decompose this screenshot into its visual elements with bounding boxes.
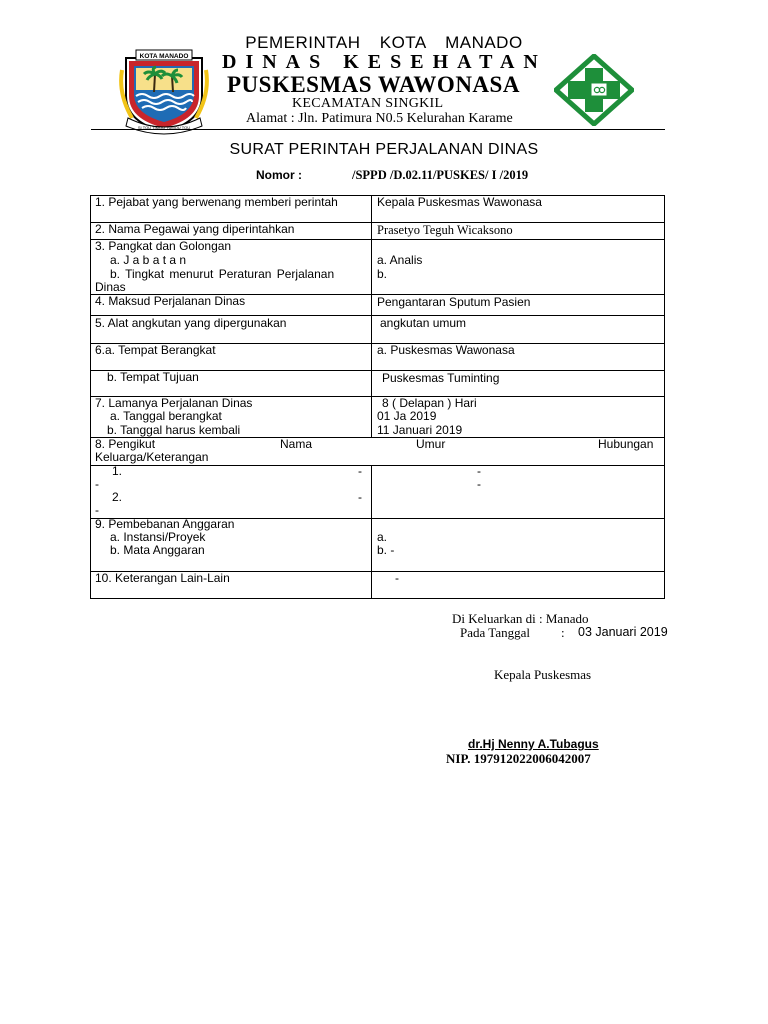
table-border-bottom [90, 598, 665, 599]
column-divider [371, 465, 372, 599]
row7b-label: b. Tanggal harus kembali [107, 423, 241, 437]
government-word-3: MANADO [445, 33, 523, 52]
follower-2-dash: - [358, 490, 362, 504]
puskesmas-logo [554, 54, 634, 126]
row4-value: Pengantaran Sputum Pasien [377, 295, 531, 309]
row5-label: 5. Alat angkutan yang dipergunakan [95, 316, 287, 330]
department-heading: DINAS KESEHATAN [222, 51, 547, 73]
row2-value: Prasetyo Teguh Wicaksono [377, 223, 513, 237]
row1-label: 1. Pejabat yang berwenang memberi perintah [95, 195, 338, 209]
document-title: SURAT PERINTAH PERJALANAN DINAS [229, 141, 539, 158]
row2-label: 2. Nama Pegawai yang diperintahkan [95, 222, 295, 236]
row1-value: Kepala Puskesmas Wawonasa [377, 195, 542, 209]
row3a-value: a. Analis [377, 253, 423, 267]
issue-date-separator: : [561, 625, 565, 640]
follower-2-number: 2. [112, 490, 123, 504]
row3-label: 3. Pangkat dan Golongan [95, 239, 232, 253]
follower-1-dash: - [358, 464, 362, 478]
follower-1-age: - [477, 464, 481, 478]
follower-2-dash-cont: - [95, 503, 99, 517]
row8-label: 8. Pengikut [95, 437, 156, 451]
row3b-value: b. [377, 267, 388, 281]
address-line: Alamat : Jln. Patimura N0.5 Kelurahan Karame [246, 111, 513, 126]
row7-label: 7. Lamanya Perjalanan Dinas [95, 396, 253, 410]
signer-name: dr.Hj Nenny A.Tubagus [468, 737, 599, 751]
row7a-value: 01 Ja 2019 [377, 409, 437, 423]
institution-heading: PUSKESMAS WAWONASA [227, 72, 520, 97]
issue-date-label: Pada Tanggal [460, 625, 530, 640]
district-heading: KECAMATAN SINGKIL [292, 96, 444, 111]
row10-label: 10. Keterangan Lain-Lain [95, 571, 230, 585]
logo-banner-text: KOTA MANADO [139, 53, 189, 60]
row8-nama-header: Nama [280, 437, 313, 451]
nomor-label: Nomor : [256, 168, 302, 182]
row4-label: 4. Maksud Perjalanan Dinas [95, 294, 246, 308]
nomor-value: /SPPD /D.02.11/PUSKES/ I /2019 [352, 168, 529, 182]
row8-label-cont: Keluarga/Keterangan [95, 450, 209, 464]
row5-value: angkutan umum [380, 316, 467, 330]
row3b-label-cont: Dinas [95, 280, 126, 294]
header-divider [91, 129, 665, 130]
kota-manado-logo [118, 44, 210, 136]
kota-manado-emblem [118, 44, 210, 136]
row6b-value: Puskesmas Tuminting [382, 371, 500, 385]
row-divider [90, 465, 665, 466]
issue-date-value: 03 Januari 2019 [578, 625, 668, 639]
row10-value: - [395, 571, 399, 585]
table-border-right [664, 195, 665, 599]
follower-1-dash-cont: - [95, 477, 99, 491]
row3a-label: a. J a b a t a n [110, 253, 187, 267]
government-heading [0, 33, 768, 53]
row9b-value: b. - [377, 543, 395, 557]
signer-nip: NIP. 197912022006042007 [446, 751, 591, 766]
row9-label: 9. Pembebanan Anggaran [95, 517, 235, 531]
row6a-label: 6.a. Tempat Berangkat [95, 343, 216, 357]
row9a-label: a. Instansi/Proyek [110, 530, 206, 544]
column-divider [371, 195, 372, 437]
row8-umur-header: Umur [416, 437, 446, 451]
government-word-1: PEMERINTAH [245, 33, 361, 52]
logo-motto-text: SI TOU TIMOU TUMOU TOU [137, 125, 191, 130]
follower-2-age: - [477, 477, 481, 491]
follower-1-number: 1. [112, 464, 123, 478]
row9b-label: b. Mata Anggaran [110, 543, 205, 557]
row7b-value: 11 Januari 2019 [377, 423, 463, 437]
row7a-label: a. Tanggal berangkat [110, 409, 222, 423]
puskesmas-cross-icon [554, 54, 634, 126]
row6b-label: b. Tempat Tujuan [107, 370, 199, 384]
row8-hubungan-header: Hubungan [598, 437, 654, 451]
row7-value: 8 ( Delapan ) Hari [382, 396, 477, 410]
row9a-value: a. [377, 530, 388, 544]
sppd-form-table [90, 195, 665, 599]
issued-place: Di Keluarkan di : Manado [452, 611, 589, 626]
signer-position: Kepala Puskesmas [494, 667, 592, 682]
row3b-label: b. Tingkat menurut Peraturan Perjalanan [110, 267, 335, 281]
government-word-2: KOTA [379, 33, 426, 52]
table-border-left [90, 195, 91, 599]
row6a-value: a. Puskesmas Wawonasa [377, 343, 515, 357]
